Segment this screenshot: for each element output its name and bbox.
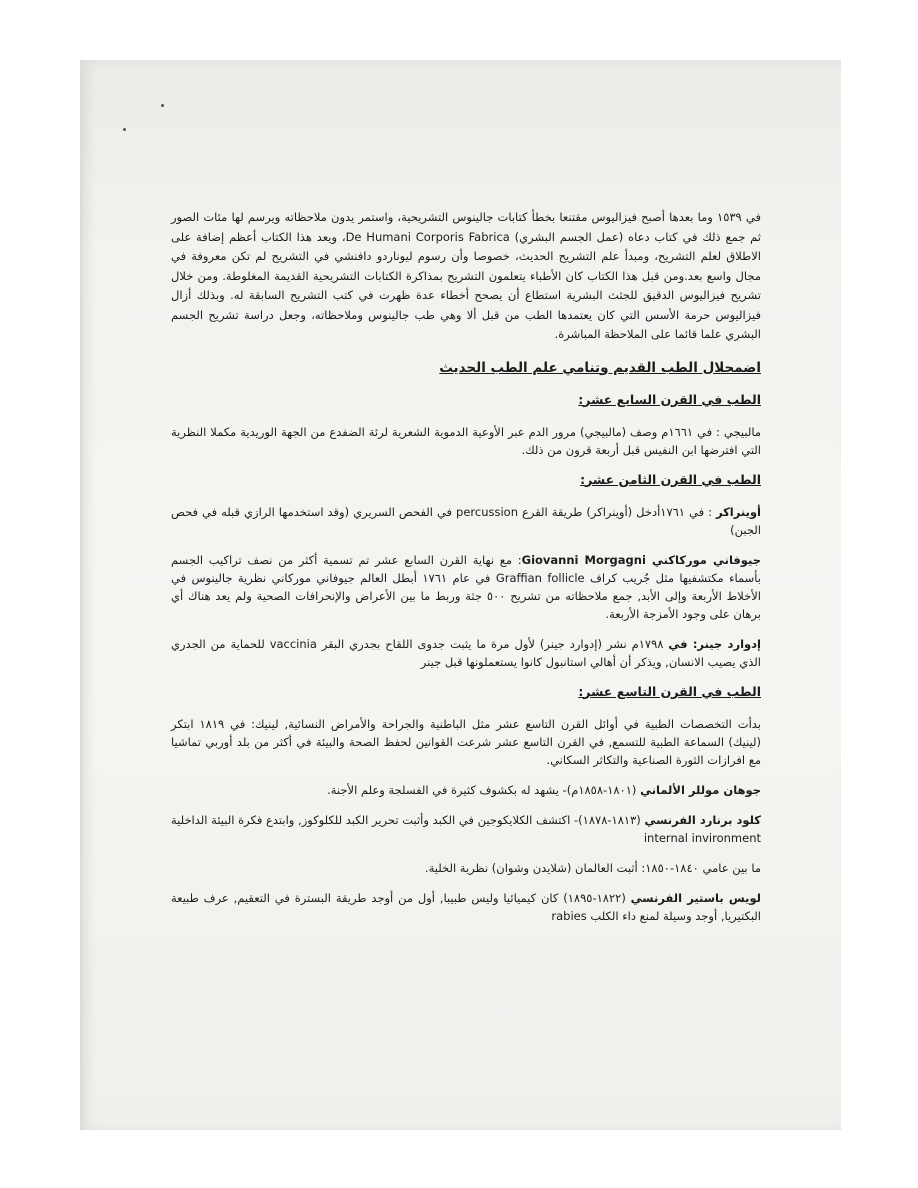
paragraph-text: ١٧٩٨م نشر (إدوارد جينر) لأول مرة ما يثبت جدوى اللقاح بجدري البقر vaccinia للحماية من الجدري الذي يصيب الانسان, ويذكر أن أهالي استانبول كانوا يستعملونها قبل جينر [171,636,761,669]
paragraph-malpighi [171,423,761,459]
main-heading: اضمحلال الطب القديم وتنامي علم الطب الحديث [439,359,761,376]
section-heading-18th: الطب في القرن الثامن عشر: [580,471,761,487]
paragraph-text: (١٨٢٢-١٨٩٥) كان كيميائيا وليس طبيبا, أول من أوجد طريقة البسترة في التعقيم, عرف طبيعة البكتيريا, أوجد وسيلة لمنع داء الكلب rabies [171,890,761,923]
paragraph-bernard [171,811,761,847]
paragraph-lead: أوينراكر [715,504,761,519]
page-photo [80,60,841,1130]
paragraph-text: (١٨٠١-١٨٥٨م)- يشهد له بكشوف كثيرة في الفسلجة وعلم الأجنة. [327,782,641,797]
paragraph-lead: جيوفاني موركاكني Giovanni Morgagni [521,552,761,567]
paragraph-text: : في ١٧٦١أدخل (أوينراكر) طريقة القرع percussion في الفحص السريري (وقد استخدمها الرازي قبله في فحص الجبن) [171,504,761,537]
paragraph-lead: إدوارد جينر: في [668,636,761,651]
paragraph-text: بدأت التخصصات الطبية في أوائل القرن التاسع عشر مثل الباطنية والجراحة والأمراض النسائية, لينيك: في ١٨١٩ ابتكر (لينيك) السماعة الطبية للتسمع, في القرن التاسع عشر شرعت القوانين لحفظ الصحة والبيئة في أكثر من بلد أوربي تماشيا مع افرازات الثورة الصناعية والتكاثر السكاني. [171,716,762,767]
paragraph-lead: كلود برنارد الفرنسي [644,812,761,827]
document-body [171,208,761,937]
section-heading-17th: الطب في القرن السابع عشر: [578,391,761,407]
paragraph-muller [171,781,761,799]
paragraph-pasteur [171,889,761,925]
paragraph-lead: جوهان موللر الألماني [640,782,761,797]
intro-paragraph: في ١٥٣٩ وما بعدها أصبح فيزاليوس مقتنعا بخطأ كتابات جالينوس التشريحية، واستمر يدون ملاحظاته ويرسم لها مئات الصور ثم جمع ذلك في كتاب دعاه (عمل الجسم البشري) De Humani Corporis Fabrica، ويعد هذا الكتاب أعظم إضافة على الاطلاق لعلم التشريح، ومبدأ علم التشريح الحديث، خصوصا وأن رسوم ليوناردو دافنشي في التشريح لم تكن معروفة في مجال واسع بعد.ومن قبل هذا الكتاب كان الأطباء يتعلمون التشريح بمذاكرة الكتابات التشريحية القديمة المغلوطة. ومن خلال تشريح فيزاليوس الدقيق للجثث البشرية استطاع أن يصحح أخطاء عدة ظهرت في كتب التشريح السابقة له. وبذلك أزال فيزاليوس حرمة الأسس التي كان يعتمدها الطب من قبل ألا وهي طب جالينوس وملاحظاته، وجعل دراسة تشريح الجسم البشري علما قائما على الملاحظة المباشرة. [171,210,762,341]
paragraph-auenbrugger [171,503,761,539]
section-heading-19th: الطب في القرن التاسع عشر: [578,683,761,699]
paragraph-text: مالبيجي : في ١٦٦١م وصف (مالبيجي) مرور الدم عبر الأوعية الدموية الشعرية لرئة الضفدع من الجهة الوريدية مكملا النظرية التي افترضها ابن النفيس قبل أربعة قرون من ذلك. [171,424,761,457]
paragraph-morgagni [171,551,761,623]
paragraph-lead: لويس باستير الفرنسي [630,890,761,905]
paragraph-jenner [171,635,761,671]
paragraph-cell-theory [171,859,761,877]
paragraph-text: (١٨١٣-١٨٧٨)- اكتشف الكلايكوجين في الكبد وأثبت تحرير الكبد للكلوكوز, وابتدع فكرة البيئة الداخلية internal invironment [171,812,761,845]
paragraph-text: : مع نهاية القرن السابع عشر تم تسمية أكثر من نصف تراكيب الجسم بأسماء مكتشفيها مثل جُريب كراف Graffian follicle في عام ١٧٦١ أبطل العالم جيوفاني موركاني نظرية جالينوس في الأخلاط الأربعة وإلى الأبد, جمع ملاحظاته من تشريح ٥٠٠ جثة وربط ما بين الأعراض والإنحرافات الصحية ولم يعد هناك أي برهان على وجود الأمزجة الأربعة. [171,552,761,621]
paragraph-text: ما بين عامي ١٨٤٠-١٨٥٠: أثبت العالمان (شلايدن وشوان) نظرية الخلية. [424,860,761,875]
paragraph-specialties [171,715,761,769]
ink-speck [161,104,164,107]
ink-speck [123,128,126,131]
